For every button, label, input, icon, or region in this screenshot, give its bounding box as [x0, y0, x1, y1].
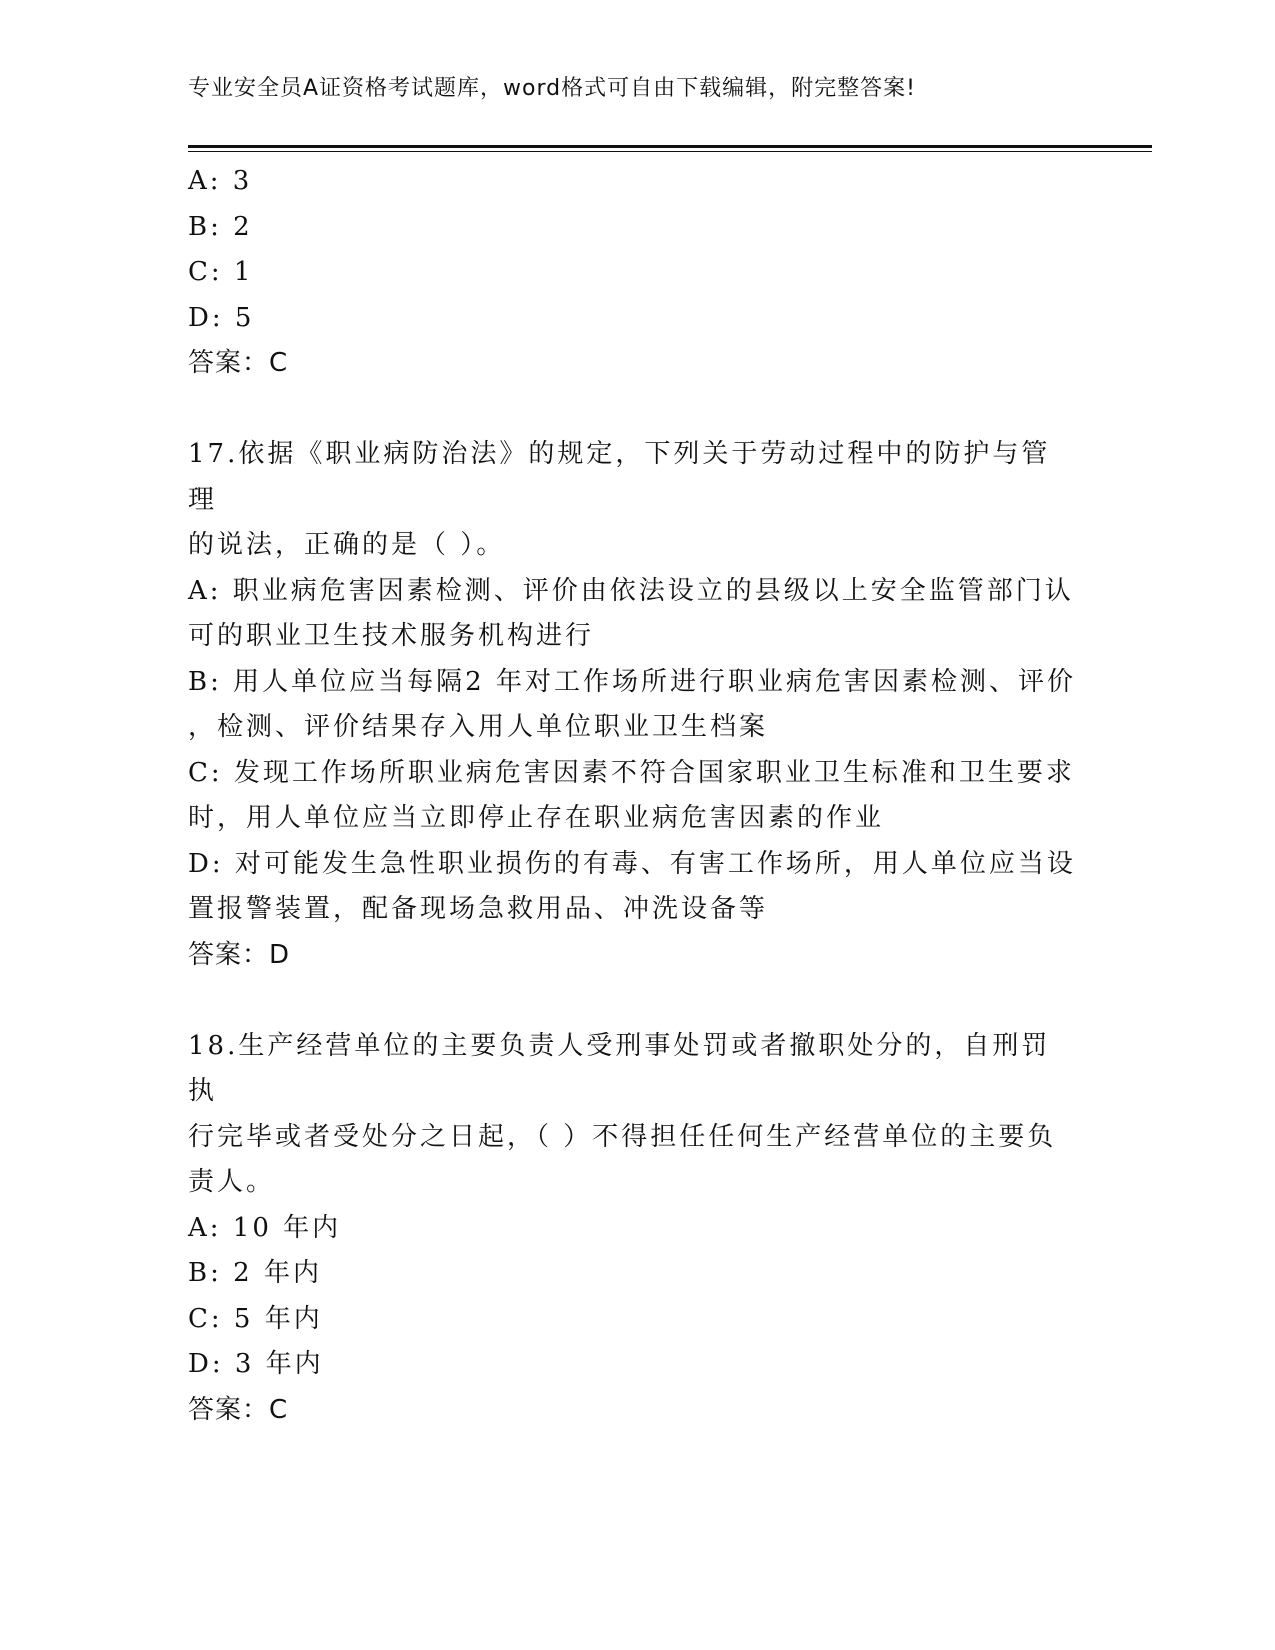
question-text: 17.依据《职业病防治法》的规定，下列关于劳动过程中的防护与管理	[188, 439, 1051, 515]
option-d: D: 对可能发生急性职业损伤的有毒、有害工作场所，用人单位应当设	[188, 848, 1076, 879]
question-text: 18.生产经营单位的主要负责人受刑事处罚或者撤职处分的，自刑罚执	[188, 1030, 1051, 1106]
question-text: 行完毕或者受处分之日起，（ ）不得担任任何生产经营单位的主要负	[188, 1121, 1057, 1152]
option-c: C: 1	[188, 257, 254, 287]
question-17	[188, 432, 1078, 978]
answer: 答案：C	[188, 348, 289, 378]
option-d: D: 3 年内	[188, 1349, 324, 1379]
question-16-tail	[188, 159, 1078, 387]
question-text: 的说法，正确的是（ ）。	[188, 530, 506, 560]
option-c-cont: 时，用人单位应当立即停止存在职业病危害因素的作业	[188, 803, 885, 833]
option-a: A: 职业病危害因素检测、评价由依法设立的县级以上安全监管部门认	[188, 575, 1074, 606]
option-c: C: 5 年内	[188, 1303, 323, 1334]
option-b-cont: ，检测、评价结果存入用人单位职业卫生档案	[188, 712, 769, 742]
question-text: 责人。	[188, 1167, 276, 1197]
option-c: C: 发现工作场所职业病危害因素不符合国家职业卫生标准和卫生要求	[188, 757, 1075, 788]
option-d-cont: 置报警装置，配备现场急救用品、冲洗设备等	[188, 894, 769, 924]
option-d: D: 5	[188, 302, 255, 333]
document-body	[188, 159, 1078, 1433]
option-b: B: 2	[188, 211, 253, 242]
header-rule	[188, 145, 1152, 148]
option-a: A: 3	[188, 166, 253, 196]
spacer	[188, 387, 1078, 433]
option-a-cont: 可的职业卫生技术服务机构进行	[188, 621, 595, 651]
option-b: B: 用人单位应当每隔2 年对工作场所进行职业病危害因素检测、评价	[188, 666, 1076, 697]
page-header: 专业安全员A证资格考试题库，word格式可自由下载编辑，附完整答案!	[188, 76, 916, 101]
option-a: A: 10 年内	[188, 1212, 342, 1243]
question-18	[188, 1024, 1078, 1434]
answer: 答案：C	[188, 1394, 289, 1425]
spacer	[188, 978, 1078, 1024]
answer: 答案：D	[188, 939, 291, 970]
option-b: B: 2 年内	[188, 1258, 322, 1288]
